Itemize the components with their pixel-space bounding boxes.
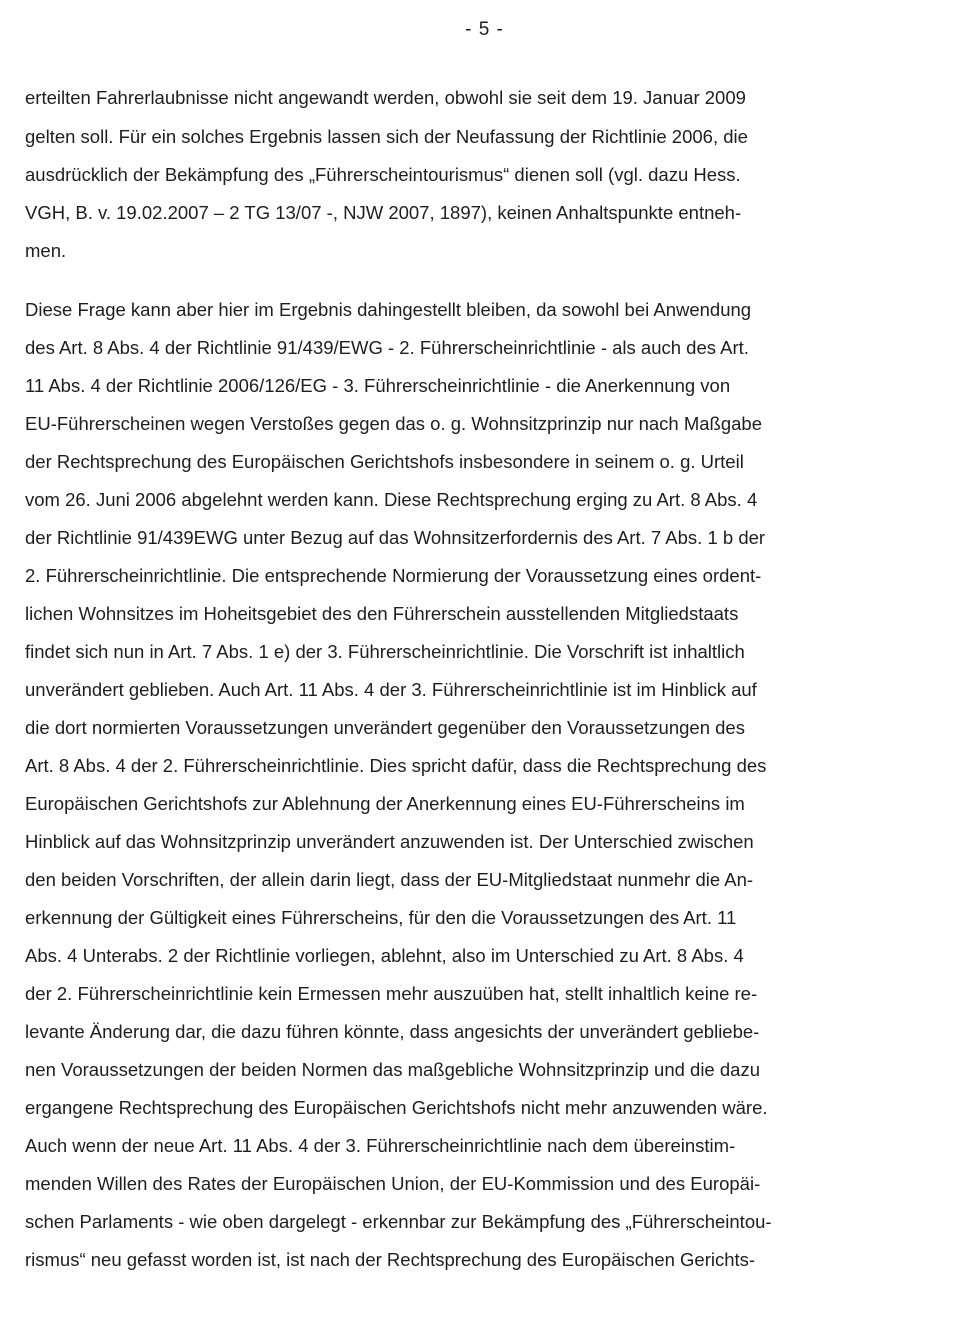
text-line: ausdrücklich der Bekämpfung des „Führerscheintourismus“ dienen soll (vgl. dazu Hess. — [25, 164, 741, 185]
text-line: 11 Abs. 4 der Richtlinie 2006/126/EG - 3. Führerscheinrichtlinie - die Anerkennung von — [25, 375, 731, 396]
text-line: levante Änderung dar, die dazu führen könnte, dass angesichts der unverändert gebliebe- — [25, 1021, 760, 1042]
text-line: Diese Frage kann aber hier im Ergebnis dahingestellt bleiben, da sowohl bei Anwendung — [25, 299, 752, 320]
text-line: Art. 8 Abs. 4 der 2. Führerscheinrichtlinie. Dies spricht dafür, dass die Rechtsprechung des — [25, 755, 767, 776]
text-line: Auch wenn der neue Art. 11 Abs. 4 der 3. Führerscheinrichtlinie nach dem übereinstim- — [25, 1135, 736, 1156]
text-line: schen Parlaments - wie oben dargelegt - erkennbar zur Bekämpfung des „Führerscheintou- — [25, 1211, 772, 1232]
text-line: Europäischen Gerichtshofs zur Ablehnung der Anerkennung eines EU-Führerscheins im — [25, 793, 745, 814]
text-line: nen Voraussetzungen der beiden Normen das maßgebliche Wohnsitzprinzip und die dazu — [25, 1059, 760, 1080]
text-line: Hinblick auf das Wohnsitzprinzip unverändert anzuwenden ist. Der Unterschied zwischen — [25, 831, 754, 852]
text-line: Abs. 4 Unterabs. 2 der Richtlinie vorliegen, ablehnt, also im Unterschied zu Art. 8 Abs. 4 — [25, 945, 744, 966]
text-line: gelten soll. Für ein solches Ergebnis lassen sich der Neufassung der Richtlinie 2006, die — [25, 126, 748, 147]
text-line: men. — [25, 240, 67, 261]
text-line: rismus“ neu gefasst worden ist, ist nach der Rechtsprechung des Europäischen Gerichts- — [25, 1249, 756, 1270]
text-line: erkennung der Gültigkeit eines Führerscheins, für den die Voraussetzungen des Art. 11 — [25, 907, 737, 928]
text-line: der 2. Führerscheinrichtlinie kein Ermessen mehr auszuüben hat, stellt inhaltlich keine re- — [25, 983, 758, 1004]
text-line: 2. Führerscheinrichtlinie. Die entsprechende Normierung der Voraussetzung eines ordent- — [25, 565, 762, 586]
page-number: - 5 - — [465, 19, 504, 40]
text-line: EU-Führerscheinen wegen Verstoßes gegen das o. g. Wohnsitzprinzip nur nach Maßgabe — [25, 413, 762, 434]
text-line: erteilten Fahrerlaubnisse nicht angewandt werden, obwohl sie seit dem 19. Januar 2009 — [25, 87, 746, 108]
text-line: ergangene Rechtsprechung des Europäischen Gerichtshofs nicht mehr anzuwenden wäre. — [25, 1097, 768, 1118]
text-line: des Art. 8 Abs. 4 der Richtlinie 91/439/EWG - 2. Führerscheinrichtlinie - als auch des Art. — [25, 337, 749, 358]
text-line: der Richtlinie 91/439EWG unter Bezug auf das Wohnsitzerfordernis des Art. 7 Abs. 1 b der — [25, 527, 766, 548]
text-line: VGH, B. v. 19.02.2007 – 2 TG 13/07 -, NJW 2007, 1897), keinen Anhaltspunkte entneh- — [25, 202, 742, 223]
text-line: der Rechtsprechung des Europäischen Gerichtshofs insbesondere in seinem o. g. Urteil — [25, 451, 744, 472]
text-line: unverändert geblieben. Auch Art. 11 Abs. 4 der 3. Führerscheinrichtlinie ist im Hinblick auf — [25, 679, 757, 700]
text-line: den beiden Vorschriften, der allein darin liegt, dass der EU-Mitgliedstaat nunmehr die An- — [25, 869, 754, 890]
text-line: findet sich nun in Art. 7 Abs. 1 e) der 3. Führerscheinrichtlinie. Die Vorschrift ist inhaltlich — [25, 641, 745, 662]
text-line: die dort normierten Voraussetzungen unverändert gegenüber den Voraussetzungen des — [25, 717, 745, 738]
text-line: vom 26. Juni 2006 abgelehnt werden kann. Diese Rechtsprechung erging zu Art. 8 Abs. 4 — [25, 489, 758, 510]
text-line: lichen Wohnsitzes im Hoheitsgebiet des den Führerschein ausstellenden Mitgliedstaats — [25, 603, 739, 624]
text-line: menden Willen des Rates der Europäischen Union, der EU-Kommission und des Europäi- — [25, 1173, 761, 1194]
